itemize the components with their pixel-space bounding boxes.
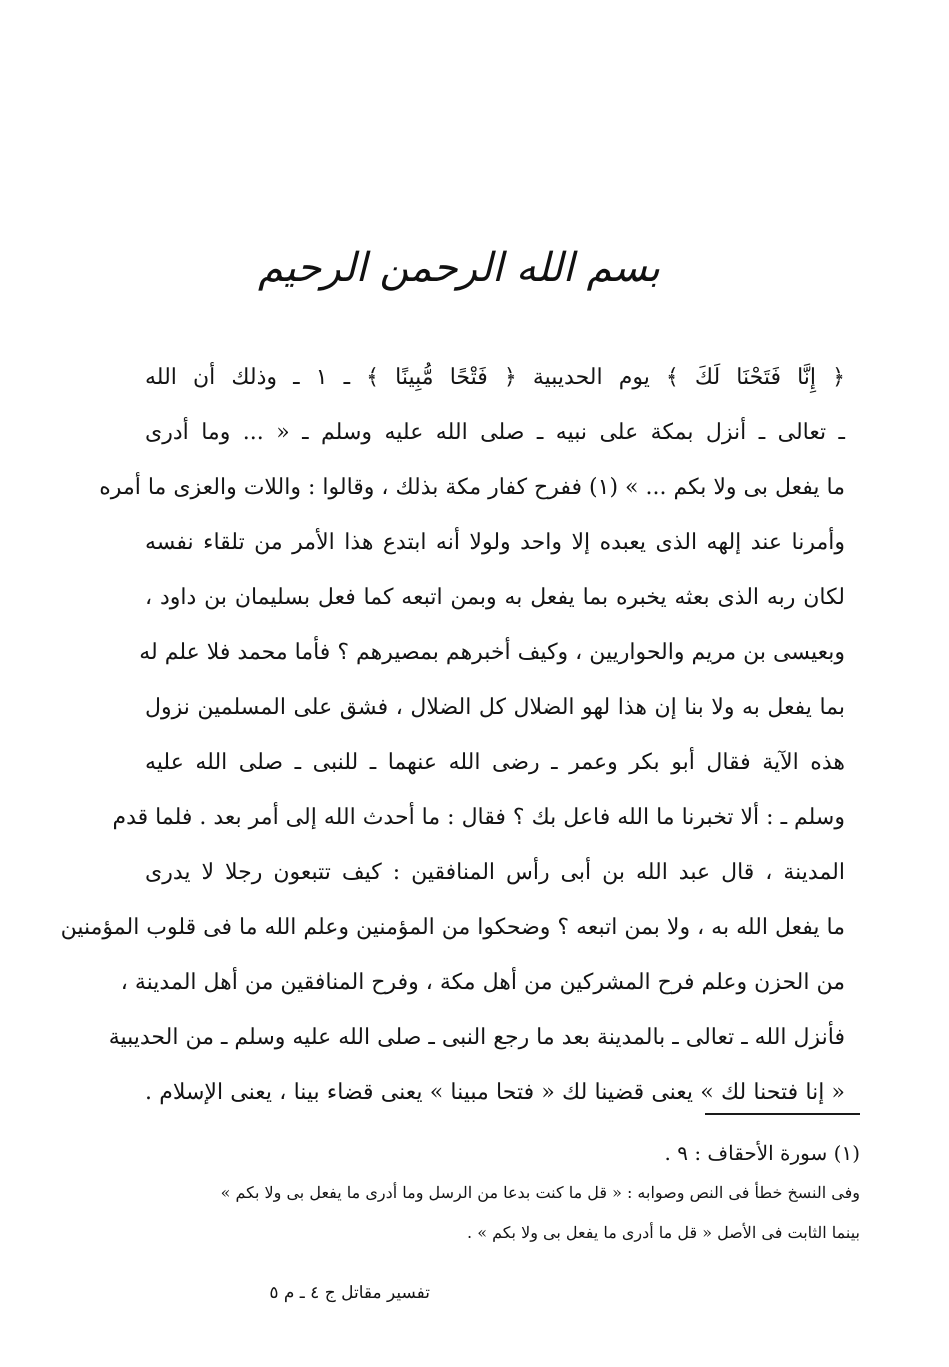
body-line: وسلم ـ : ألا تخبرنا ما الله فاعل بك ؟ فقال : ما أحدث الله إلى أمر بعد . فلما قدم: [112, 805, 845, 830]
footnote-line: (١) سورة الأحقاف : ٩ .: [664, 1141, 860, 1165]
footnotes: [195, 1133, 860, 1253]
body-line: ﴿ إِنَّا فَتَحْنَا لَكَ ﴾ يوم الحديبية ﴿ فَتْحًا مُّبِينًا ﴾ ـ ١ ـ وذلك أن الله: [145, 365, 846, 390]
body-line: فأنزل الله ـ تعالى ـ بالمدينة بعد ما رجع النبى ـ صلى الله عليه وسلم ـ من الحديبية: [108, 1025, 845, 1050]
body-text: [60, 350, 846, 1120]
body-line: « إنا فتحنا لك » يعنى قضينا لك « فتحا مبينا » يعنى قضاء بينا ، يعنى الإسلام .: [145, 1080, 845, 1105]
body-line: وأمرنا عند إلهه الذى يعبده إلا واحد ولولا أنه ابتدع هذا الأمر من تلقاء نفسه: [145, 530, 845, 555]
body-line: لكان ربه الذى بعثه يخبره بما يفعل به وبمن اتبعه كما فعل بسليمان بن داود ،: [145, 585, 845, 610]
body-line: من الحزن وعلم فرح المشركين من أهل مكة ، وفرح المنافقين من أهل المدينة ،: [120, 970, 845, 995]
body-line: المدينة ، قال عبد الله بن أبى رأس المنافقين : كيف تتبعون رجلا لا يدرى: [145, 860, 845, 885]
footnote-line: بينما الثابت فى الأصل « قل ما أدرى ما يفعل بى ولا بكم » .: [467, 1223, 860, 1242]
body-line: وبعيسى بن مريم والحواريين ، وكيف أخبرهم بمصيرهم ؟ فأما محمد فلا علم له: [139, 640, 845, 665]
basmala-heading: بسم الله الرحمن الرحيم: [257, 245, 660, 291]
body-line: ما يفعل الله به ، ولا بمن اتبعه ؟ وضحكوا من المؤمنين وعلم الله ما فى قلوب المؤمنين: [60, 915, 845, 940]
body-line: ـ تعالى ـ أنزل بمكة على نبيه ـ صلى الله عليه وسلم ـ « ... وما أدرى: [145, 420, 845, 445]
body-line: ما يفعل بى ولا بكم ... » (١) ففرح كفار مكة بذلك ، وقالوا : واللات والعزى ما أمره: [99, 475, 845, 500]
footnote-line: وفى النسخ خطأ فى النص وصوابه : « قل ما كنت بدعا من الرسل وما أدرى ما يفعل بى ولا بكم »: [220, 1183, 860, 1202]
page-footer: تفسير مقاتل ج ٤ ـ م ٥: [269, 1283, 430, 1303]
footnote-separator: [705, 1113, 860, 1115]
body-line: بما يفعل به ولا بنا إن هذا لهو الضلال كل الضلال ، فشق على المسلمين نزول: [145, 695, 845, 720]
body-line: هذه الآية فقال أبو بكر وعمر ـ رضى الله عنهما ـ للنبى ـ صلى الله عليه: [145, 750, 845, 775]
